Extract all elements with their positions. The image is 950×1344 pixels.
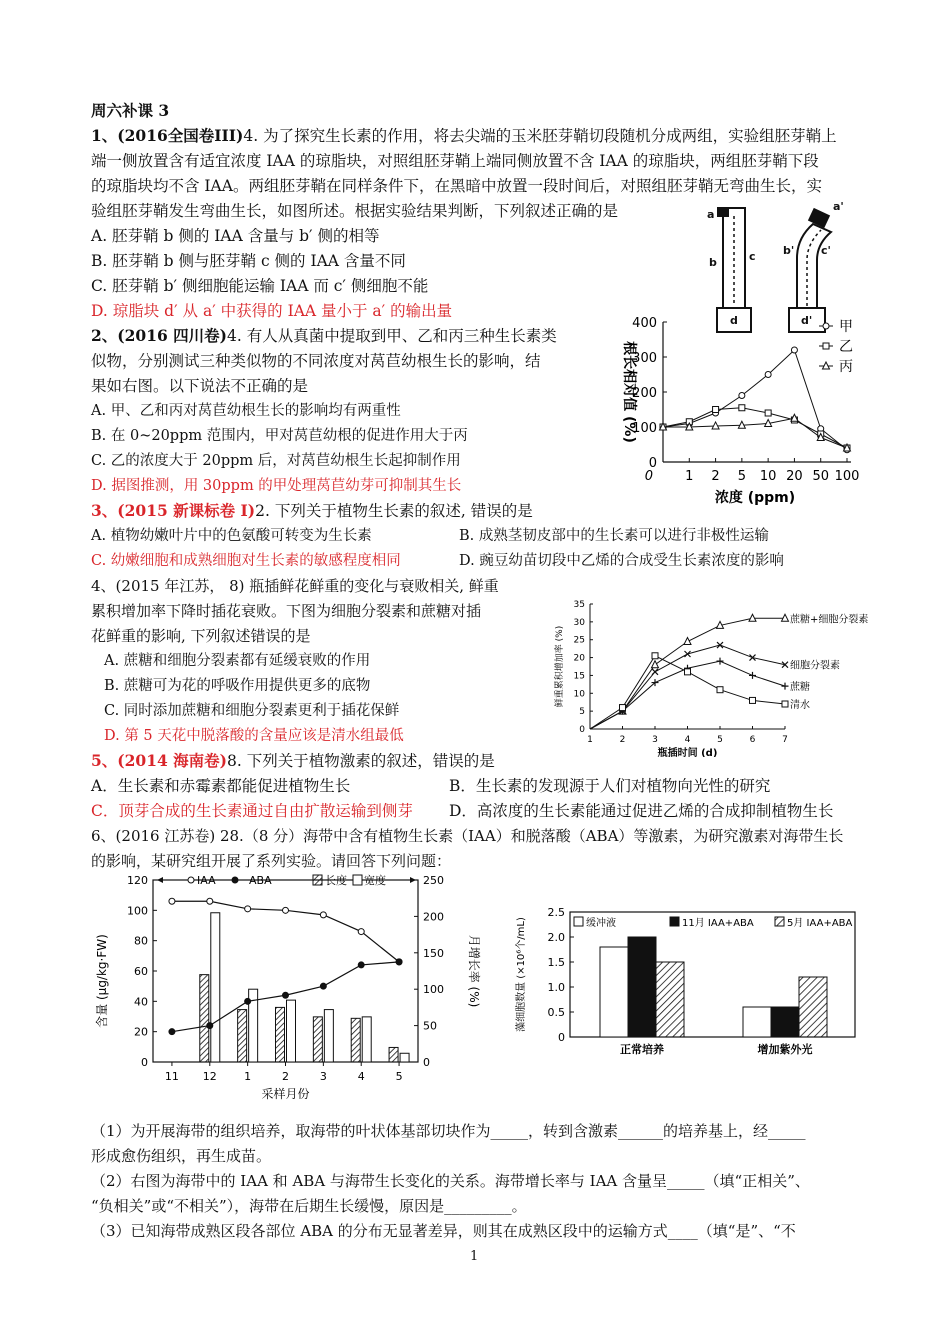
data-point (652, 653, 658, 659)
legend-length-swatch (313, 875, 322, 885)
q5-option-d: D．高浓度的生长素能通过促进乙烯的合成抑制植物生长 (449, 802, 834, 820)
y-tick-label: 1.5 (547, 956, 565, 969)
q1-option-a: A. 胚芽鞘 b 侧的 IAA 含量与 b′ 侧的相等 (91, 227, 380, 245)
x-tick-label: 2 (619, 735, 626, 745)
series-line-1 (590, 645, 785, 729)
data-point (749, 614, 756, 621)
y-tick-label: 25 (573, 635, 585, 646)
iaa-point (358, 929, 364, 935)
y-tick-label: 2.0 (547, 931, 565, 944)
q2-option-d-answer: D. 据图推测，用 30ppm 的甲处理莴苣幼芽可抑制其生长 (91, 478, 462, 494)
length-bar (200, 975, 209, 1062)
q6-stem-line-2: 的影响，某研究组开展了系列实验。请回答下列问题： (91, 852, 452, 870)
x-tick-label: 1 (244, 1070, 252, 1083)
q4-stem-line-1: 4、(2015 年江苏， 8) 瓶插鲜花鲜重的变化与衰败相关, 鲜重 (91, 577, 499, 595)
series-end-label: 蔗糖+细胞分裂素 (790, 614, 869, 626)
y-axis-title: 根长相对值 (%) (621, 341, 637, 443)
legend-marker (823, 343, 829, 349)
legend-iaa-label: IAA (197, 874, 216, 887)
q5-option-c-answer: C．顶芽合成的生长素通过自由扩散运输到侧芽 (91, 802, 413, 820)
q2-option-c: C. 乙的浓度大于 20ppm 后，对莴苣幼根生长起抑制作用 (91, 453, 461, 469)
x-tick-label: 3 (652, 735, 658, 745)
legend-swatch (574, 917, 583, 926)
y-tick-label: 0 (558, 1031, 565, 1044)
label-b: b (709, 256, 717, 269)
label-d-prime: d' (801, 314, 813, 327)
left-tick-label: 40 (134, 995, 148, 1009)
x-tick-label: 4 (357, 1070, 365, 1083)
x-tick-label: 2 (711, 469, 720, 484)
left-tick-label: 100 (127, 904, 148, 918)
x-tick-label: 5 (737, 469, 746, 484)
legend-width-label: 宽度 (364, 874, 386, 887)
length-bar (313, 1017, 322, 1062)
y-tick-label: 10 (573, 689, 585, 700)
q1-stem-line-4: 验组胚芽鞘发生弯曲生长，如图所述。根据实验结果判断，下列叙述正确的是 (91, 202, 619, 220)
x-tick-label: 100 (834, 469, 860, 484)
q4-option-c: C. 同时添加蔗糖和细胞分裂素更利于插花保鲜 (104, 703, 400, 719)
iaa-point (169, 898, 175, 904)
y-tick-label: 400 (632, 316, 657, 331)
y-tick-label: 35 (573, 600, 585, 610)
aba-point (245, 998, 251, 1004)
q1-stem-line-1: 1、(2016全国卷III)4. 为了探究生长素的作用，将去尖端的玉米胚芽鞘切段随机分成两组，实验组胚芽鞘上 (91, 126, 837, 145)
right-axis-title: 月增长率 (%) (467, 934, 481, 1008)
series-end-label: 细胞分裂素 (790, 660, 840, 672)
q5-tag: 5、(2014 海南卷) (91, 751, 227, 770)
control-agar-block-a (718, 208, 728, 216)
legend-aba-marker (232, 877, 238, 883)
data-point (652, 661, 659, 668)
y-tick-label: 0 (579, 725, 585, 735)
left-axis-title: 含量 (μg/kg·FW) (95, 934, 109, 1028)
q6-sub-2a: （2）右图为海带中的 IAA 和 ABA 与海带生长变化的关系。海带增长率与 IAA 含量呈_____（填“正相关”、 (91, 1172, 810, 1190)
data-point (750, 697, 756, 703)
width-bar (324, 1010, 333, 1062)
q6-stem-line-1: 6、(2016 江苏卷) 28.（8 分）海带中含有植物生长素（IAA）和脱落酸（ABA）等激素，为研究激素对海带生长 (91, 827, 844, 845)
data-point (652, 669, 658, 675)
q3-option-b: B. 成熟茎韧皮部中的生长素可以进行非极性运输 (459, 528, 769, 544)
aba-point (396, 959, 402, 965)
legend-arrowhead-left (157, 877, 163, 883)
y-tick-label: 300 (632, 351, 657, 366)
q5-option-a: A．生长素和赤霉素都能促进植物生长 (91, 777, 351, 795)
q6-sub-2b: “负相关”或“不相关”），海带在后期生长缓慢，原因是_________。 (91, 1197, 527, 1215)
x-tick-label: 12 (202, 1070, 217, 1083)
y-tick-label: 5 (579, 707, 585, 718)
q6-sub-3a: （3）已知海带成熟区段各部位 ABA 的分布无显著差异，则其在成熟区段中的运输方式____（填“是”、“不 (91, 1222, 796, 1240)
x-tick-label: 3 (319, 1070, 327, 1083)
q2-tag: 2、(2016 四川卷) (91, 326, 227, 345)
q3-option-c-answer: C. 幼嫩细胞和成熟细胞对生长素的敏感程度相同 (91, 553, 401, 569)
q1-option-c: C. 胚芽鞘 b′ 侧细胞能运输 IAA 而 c′ 侧细胞不能 (91, 277, 429, 295)
y-tick-label: 20 (573, 653, 585, 664)
x-tick-label: 20 (786, 469, 803, 484)
data-point (717, 658, 724, 665)
aba-point (207, 1023, 213, 1029)
data-point (713, 407, 719, 413)
data-point (782, 683, 789, 690)
width-bar (211, 913, 220, 1062)
width-bar (400, 1053, 409, 1062)
q3-option-a: A. 植物幼嫩叶片中的色氨酸可转变为生长素 (91, 528, 372, 544)
legend-arrowhead-right (410, 877, 416, 883)
root-length-chart (605, 312, 865, 512)
q4-option-d-answer: D. 第 5 天花中脱落酸的含量应该是清水组最低 (104, 728, 404, 744)
data-point (749, 672, 756, 679)
label-a: a (707, 208, 715, 221)
length-bar (389, 1047, 398, 1062)
q2-option-a: A. 甲、乙和丙对莴苣幼根生长的影响均有两重性 (91, 403, 401, 419)
legend-label: 甲 (839, 319, 853, 335)
legend-iaa-marker (188, 877, 194, 883)
q1-tag: 1、(2016全国卷III) (91, 126, 244, 145)
q4-option-a: A. 蔗糖和细胞分裂素都有延缓衰败的作用 (104, 653, 371, 669)
iaa-point (245, 906, 251, 912)
fresh-weight-chart (540, 592, 885, 757)
data-point (685, 651, 691, 657)
legend-label: 11月 IAA+ABA (682, 918, 754, 929)
y-axis-title: 藻细胞数量 (×10⁶个/mL) (516, 917, 527, 1032)
y-tick-label: 0 (648, 456, 657, 471)
y-tick-label: 2.5 (547, 906, 565, 919)
x-origin-label: 0 (644, 469, 653, 484)
q4-stem-line-3: 花鲜重的影响, 下列叙述错误的是 (91, 627, 311, 645)
legend-label: 乙 (839, 339, 853, 355)
kelp-hormone-growth-chart (88, 862, 483, 1107)
bar (743, 1007, 771, 1037)
x-tick-label: 2 (282, 1070, 289, 1083)
right-tick-label: 50 (423, 1019, 437, 1033)
aba-point (283, 992, 289, 998)
legend-aba-label: ABA (249, 874, 272, 887)
x-axis-title: 瓶插时间 (d) (657, 748, 718, 757)
x-tick-label: 1 (685, 469, 694, 484)
q1-stem-line-2: 端一侧放置含有适宜浓度 IAA 的琼脂块，对照组胚芽鞘上端同侧放置不含 IAA 的琼脂块，两组胚芽鞘下段 (91, 152, 819, 170)
q1-stem-line-3: 的琼脂块均不含 IAA。两组胚芽鞘在同样条件下，在黑暗中放置一段时间后，对照组胚芽鞘无弯曲生长，实 (91, 177, 822, 195)
bar (799, 977, 827, 1037)
right-tick-label: 100 (423, 983, 444, 997)
iaa-point (283, 907, 289, 913)
data-point (791, 347, 797, 353)
width-bar (362, 1017, 371, 1062)
x-tick-label: 6 (749, 735, 756, 745)
algae-cell-count-chart (510, 902, 875, 1072)
q4-option-b: B. 蔗糖可为花的呼吸作用提供更多的底物 (104, 678, 371, 694)
left-tick-label: 60 (134, 965, 148, 978)
label-c-prime: c' (821, 244, 831, 257)
q4-stem-line-2: 累积增加率下降时插花衰败。下图为细胞分裂素和蔗糖对插 (91, 602, 482, 620)
page-title: 周六补课 3 (91, 101, 170, 120)
legend-label: 缓冲液 (586, 918, 616, 929)
q5-option-b: B．生长素的发现源于人们对植物向光性的研究 (449, 777, 771, 795)
x-axis-title: 浓度 (ppm) (714, 490, 796, 506)
x-tick-label: 1 (587, 735, 593, 745)
label-a-prime: a' (833, 200, 844, 213)
y-tick-label: 30 (573, 617, 585, 628)
x-tick-label: 5 (717, 735, 723, 745)
y-tick-label: 200 (632, 386, 657, 401)
label-b-prime: b' (783, 244, 795, 257)
q5-stem: 5、(2014 海南卷)8. 下列关于植物激素的叙述，错误的是 (91, 751, 495, 770)
data-point (620, 705, 626, 711)
bar (656, 962, 684, 1037)
y-axis-title: 鲜重累积增加率 (%) (555, 625, 565, 708)
series-end-label: 蔗糖 (790, 682, 810, 694)
right-tick-label: 0 (423, 1056, 430, 1069)
left-tick-label: 80 (134, 934, 148, 948)
y-tick-label: 1.0 (547, 981, 565, 994)
data-point (685, 669, 691, 675)
x-axis-title: 采样月份 (261, 1087, 310, 1101)
label-c: c (749, 250, 756, 263)
q3-option-d: D. 豌豆幼苗切段中乙烯的合成受生长素浓度的影响 (459, 553, 784, 569)
y-tick-label: 15 (573, 671, 585, 682)
right-tick-label: 150 (423, 946, 444, 960)
legend-swatch (670, 917, 679, 926)
right-tick-label: 250 (423, 874, 444, 887)
q2-stem-line-1: 2、(2016 四川卷)4. 有人从真菌中提取到甲、乙和丙三种生长素类 (91, 326, 557, 345)
q6-sub-1a: （1）为开展海带的组织培养，取海带的叶状体基部切块作为_____，转到含激素______的培养基上，经_____ (91, 1122, 806, 1140)
data-point (717, 687, 723, 693)
x-category-label: 增加紫外光 (757, 1043, 813, 1056)
x-tick-label: 7 (782, 735, 788, 745)
y-tick-label: 0.5 (547, 1006, 565, 1019)
x-tick-label: 50 (812, 469, 829, 484)
data-point (684, 638, 691, 645)
legend-width-swatch (353, 875, 362, 885)
q2-stem-line-3: 果如右图。以下说法不正确的是 (91, 377, 309, 395)
data-point (765, 372, 771, 378)
legend-label: 丙 (839, 359, 853, 375)
x-tick-label: 5 (395, 1070, 403, 1083)
q3-stem: 3、(2015 新课标卷 I)2. 下列关于植物生长素的叙述, 错误的是 (91, 501, 533, 520)
bar (628, 937, 656, 1037)
length-bar (276, 1007, 285, 1062)
y-tick-label: 100 (632, 421, 657, 436)
x-tick-label: 11 (164, 1070, 179, 1083)
legend-label: 5月 IAA+ABA (787, 918, 853, 929)
legend-marker (823, 323, 829, 329)
data-point (782, 614, 789, 621)
aba-point (320, 983, 326, 989)
legend-swatch (775, 917, 784, 926)
width-bar (287, 1000, 296, 1062)
bar (771, 1007, 799, 1037)
data-point (739, 393, 745, 399)
label-d: d (730, 314, 738, 327)
right-tick-label: 200 (423, 910, 444, 924)
q6-sub-1b: 形成愈伤组织，再生成苗。 (91, 1147, 272, 1165)
legend-length-label: 长度 (325, 874, 347, 887)
x-tick-label: 4 (684, 735, 691, 745)
data-point (717, 642, 723, 648)
bar (600, 947, 628, 1037)
x-tick-label: 10 (759, 469, 777, 484)
aba-point (169, 1029, 175, 1035)
length-bar (238, 1010, 247, 1062)
data-point (739, 405, 745, 411)
q2-option-b: B. 在 0~20ppm 范围内，甲对莴苣幼根的促进作用大于丙 (91, 428, 468, 444)
q3-tag: 3、(2015 新课标卷 I) (91, 501, 256, 520)
left-tick-label: 120 (127, 874, 148, 887)
iaa-point (320, 912, 326, 918)
data-point (782, 701, 788, 707)
aba-point (358, 962, 364, 968)
q1-option-d-answer: D. 琼脂块 d′ 从 a′ 中获得的 IAA 量小于 a′ 的输出量 (91, 302, 453, 320)
length-bar (351, 1018, 360, 1062)
left-tick-label: 0 (141, 1056, 148, 1069)
series-end-label: 清水 (790, 700, 810, 711)
q1-option-b: B. 胚芽鞘 b 侧与胚芽鞘 c 侧的 IAA 含量不同 (91, 252, 406, 270)
left-tick-label: 20 (134, 1025, 148, 1039)
q2-stem-line-2: 似物，分别测试三种类似物的不同浓度对莴苣幼根生长的影响，结 (91, 352, 541, 370)
x-category-label: 正常培养 (620, 1043, 664, 1056)
experimental-coleoptile (797, 224, 831, 308)
iaa-point (207, 898, 213, 904)
page-number: 1 (470, 1249, 479, 1264)
data-point (765, 410, 771, 416)
